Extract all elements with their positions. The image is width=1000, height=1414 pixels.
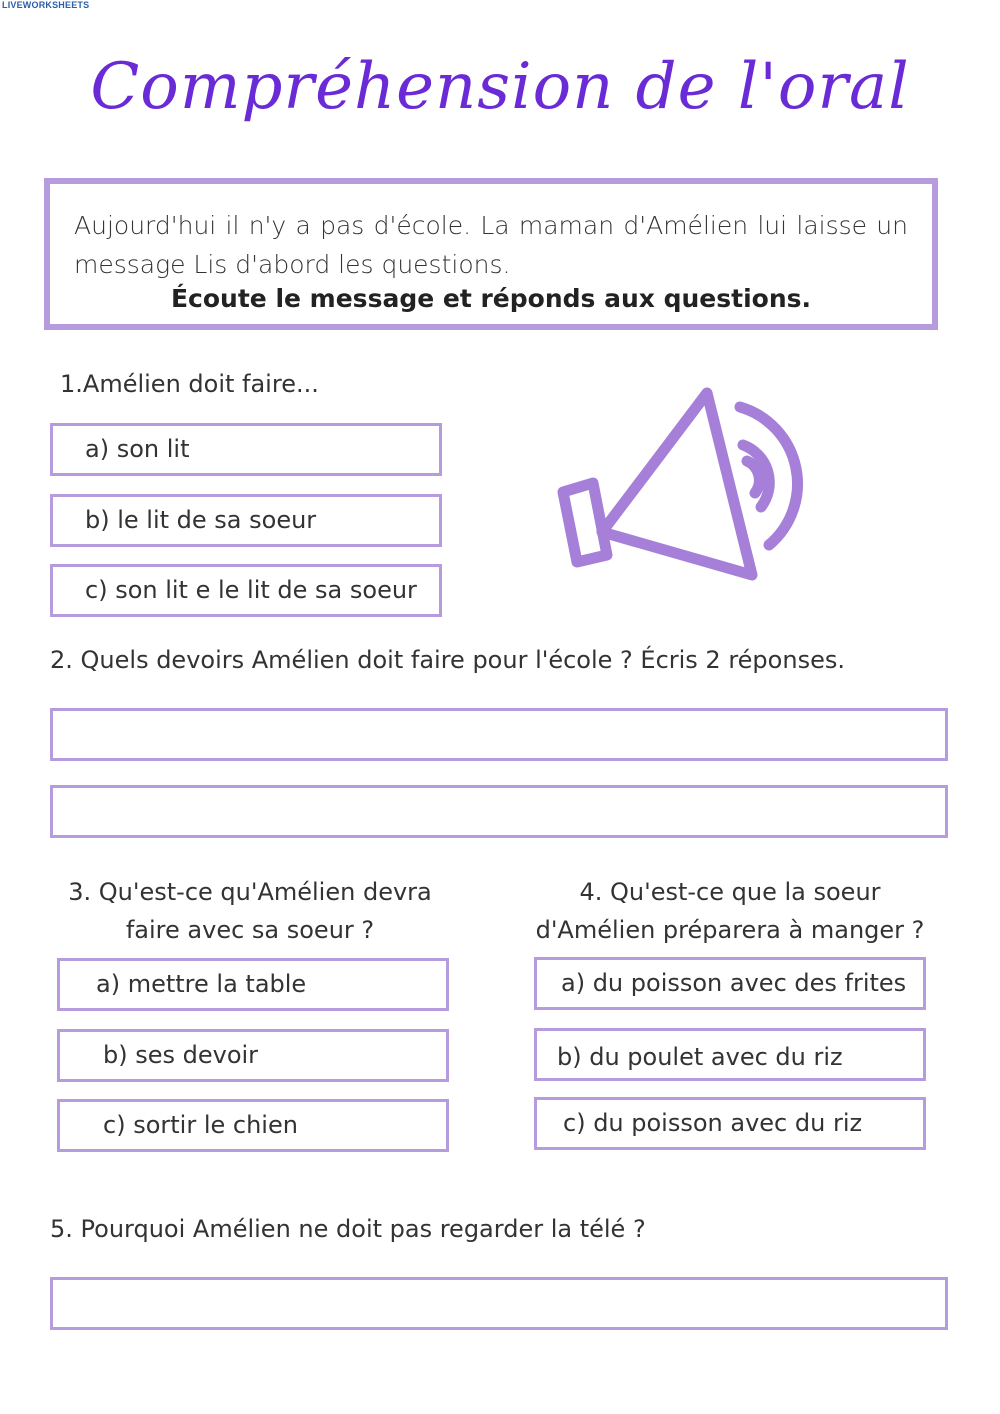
megaphone-icon[interactable] bbox=[555, 385, 835, 585]
q2-answer-1[interactable] bbox=[50, 708, 948, 761]
page-title: Compréhension de l'oral bbox=[90, 50, 910, 124]
q4-option-b[interactable]: b) du poulet avec du riz bbox=[534, 1028, 926, 1081]
question-4-line-1: 4. Qu'est-ce que la soeur bbox=[579, 878, 881, 906]
q1-option-a[interactable]: a) son lit bbox=[50, 423, 442, 476]
q3-option-b[interactable]: b) ses devoir bbox=[57, 1029, 449, 1082]
question-3 bbox=[50, 873, 450, 949]
q1-option-c[interactable]: c) son lit e le lit de sa soeur bbox=[50, 564, 442, 617]
q4-option-c[interactable]: c) du poisson avec du riz bbox=[534, 1097, 926, 1150]
question-5: 5. Pourquoi Amélien ne doit pas regarder la télé ? bbox=[50, 1215, 646, 1243]
q4-option-a[interactable]: a) du poisson avec des frites bbox=[534, 957, 926, 1010]
q2-answer-2[interactable] bbox=[50, 785, 948, 838]
intro-text: Aujourd'hui il n'y a pas d'école. La maman d'Amélien lui laisse un message Lis d'abord les questions. bbox=[74, 211, 908, 279]
watermark: LIVEWORKSHEETS bbox=[2, 0, 90, 10]
question-4-line-2: d'Amélien préparera à manger ? bbox=[535, 916, 925, 944]
intro-box bbox=[44, 178, 938, 330]
question-3-line-1: 3. Qu'est-ce qu'Amélien devra bbox=[68, 878, 432, 906]
intro-instruction: Écoute le message et réponds aux questions. bbox=[170, 284, 812, 313]
q3-option-c[interactable]: c) sortir le chien bbox=[57, 1099, 449, 1152]
question-3-line-2: faire avec sa soeur ? bbox=[125, 916, 375, 944]
q1-option-b[interactable]: b) le lit de sa soeur bbox=[50, 494, 442, 547]
question-2: 2. Quels devoirs Amélien doit faire pour l'école ? Écris 2 réponses. bbox=[50, 646, 845, 674]
question-1: 1.Amélien doit faire... bbox=[60, 370, 319, 398]
q3-option-a[interactable]: a) mettre la table bbox=[57, 958, 449, 1011]
question-4 bbox=[525, 873, 935, 949]
q5-answer[interactable] bbox=[50, 1277, 948, 1330]
